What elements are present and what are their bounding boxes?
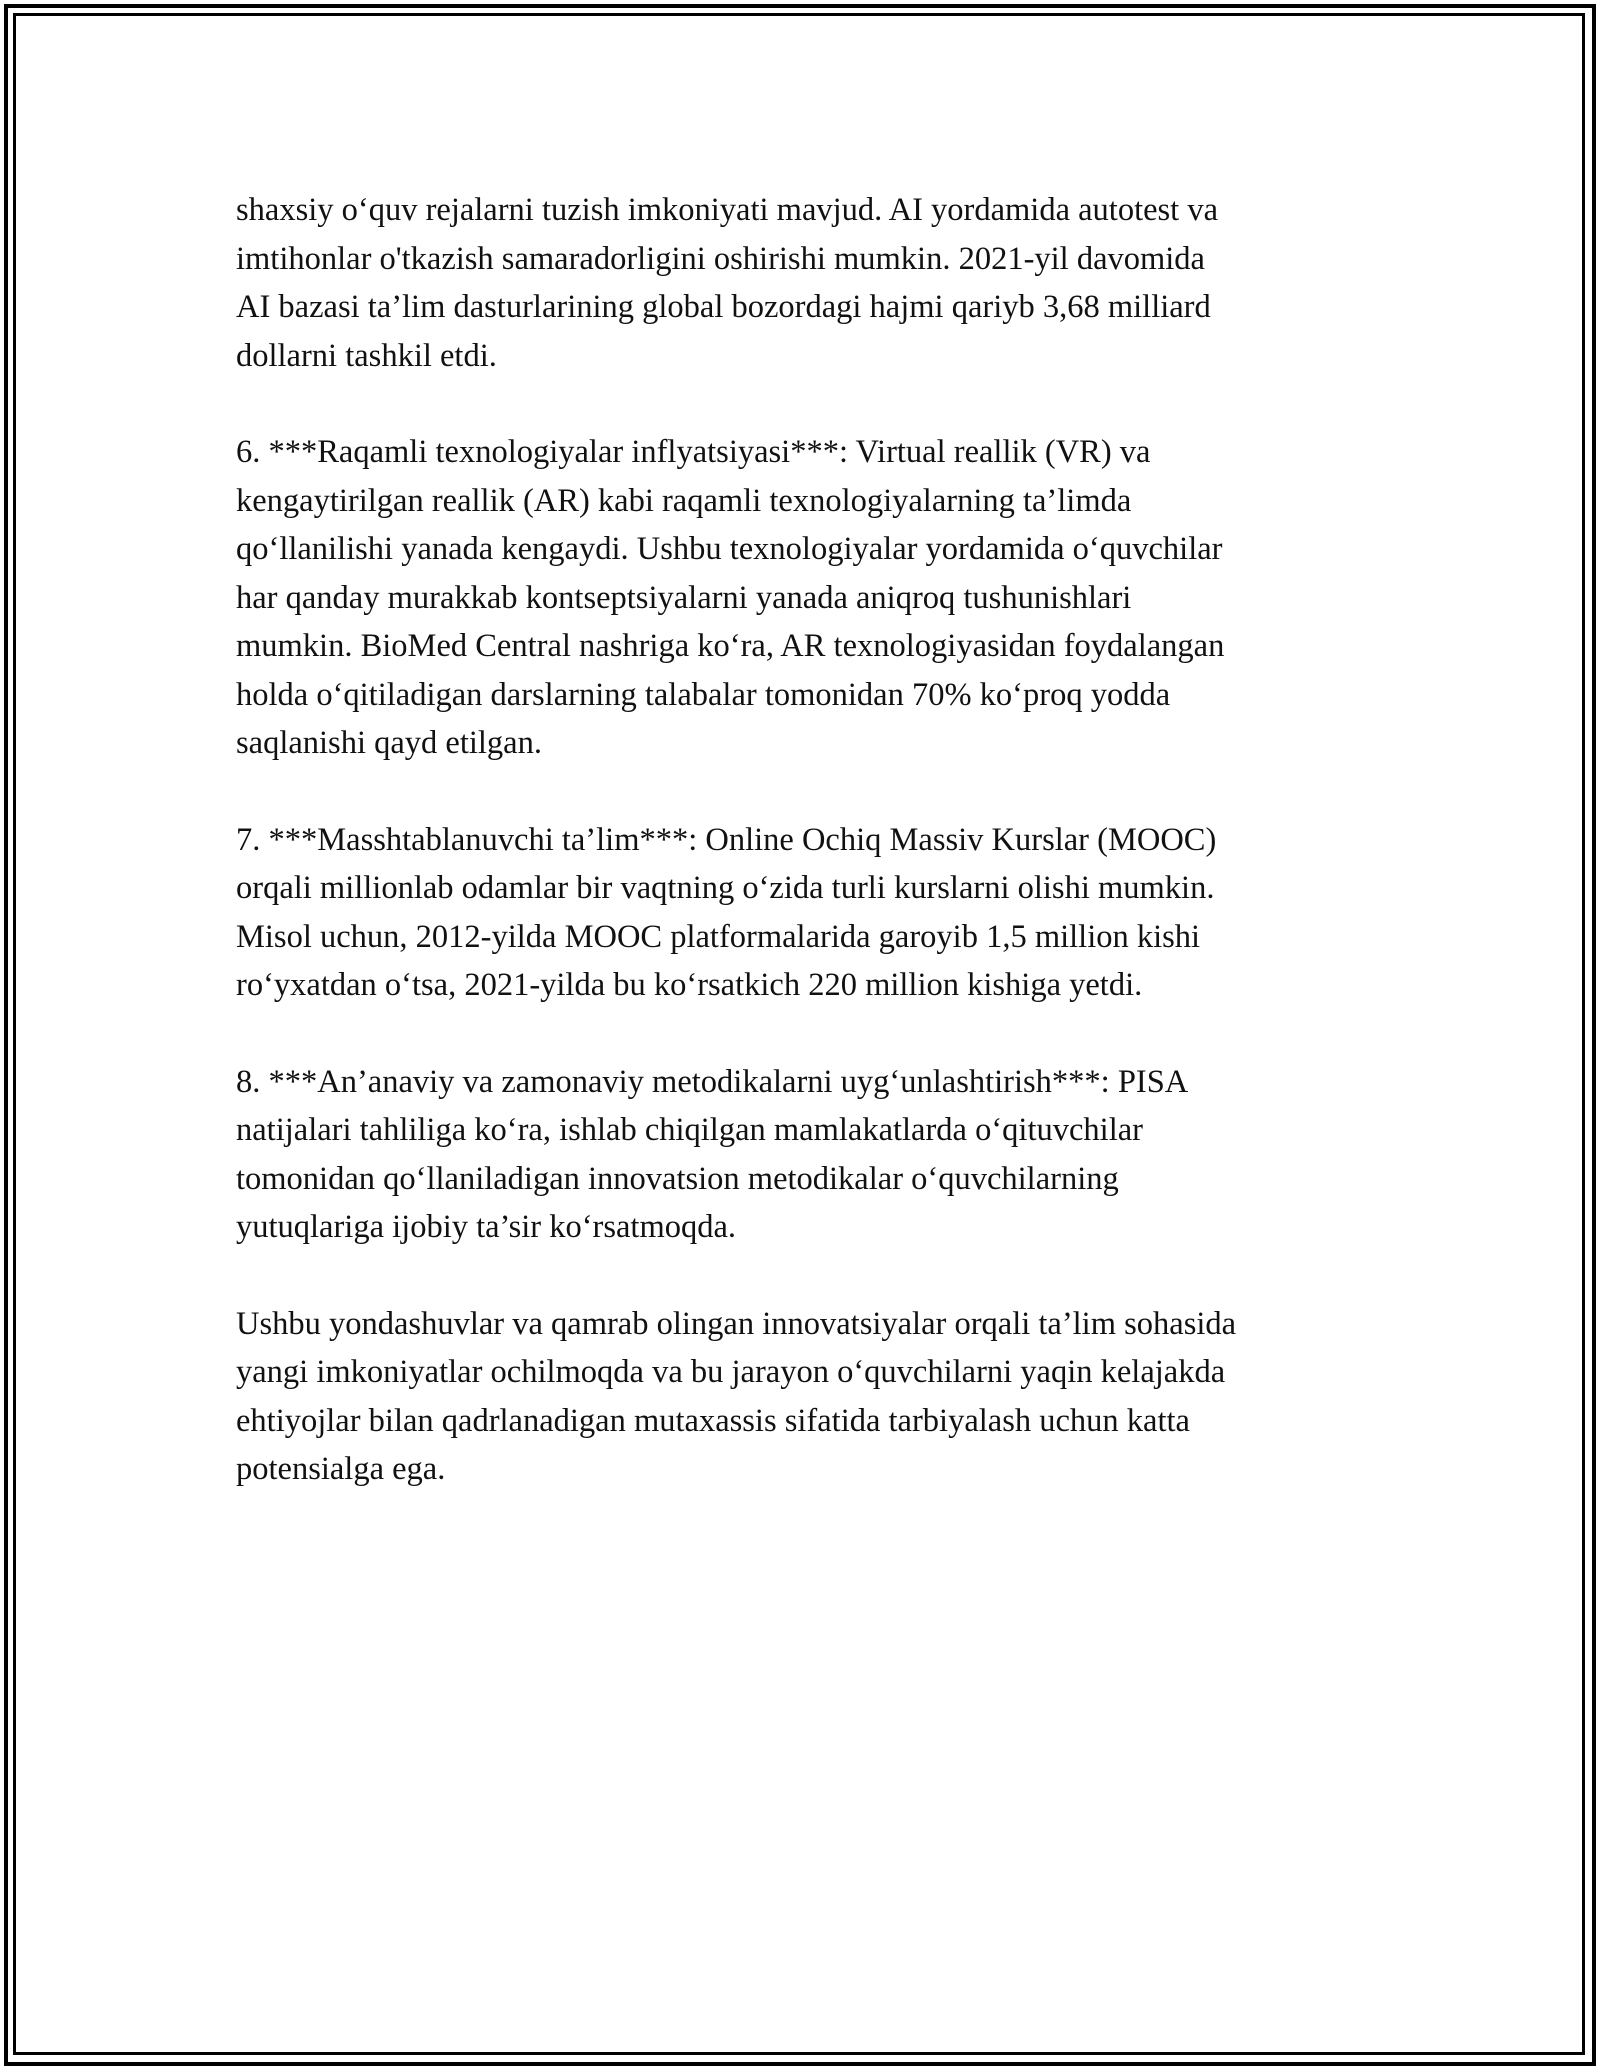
paragraph-item-8: 8. ***An’anaviy va zamonaviy metodikalarni uyg‘unlashtirish***: PISA natijalari tahliliga ko‘ra, ishlab chiqilgan mamlakatlarda o‘qituvchilar tomonidan qo‘llaniladigan innovatsion metodikalar o‘quvchilarning yutuqlariga ijobiy ta’sir ko‘rsatmoqda. [236, 1063, 1189, 1245]
paragraph-ai-intro: shaxsiy o‘quv rejalarni tuzish imkoniyati mavjud. AI yordamida autotest va imtihonlar o'tkazish samaradorligini oshirishi mumkin. 2021-yil davomida AI bazasi ta’lim dasturlarining global bozordagi hajmi qariyb 3,68 milliard dollarni tashkil etdi. [236, 192, 1219, 374]
document-body [236, 186, 1406, 1542]
paragraph-item-7: 7. ***Masshtablanuvchi ta’lim***: Online Ochiq Massiv Kurslar (MOOC) orqali millionlab odamlar bir vaqtning o‘zida turli kurslarni olishi mumkin. Misol uchun, 2012-yilda MOOC platformalarida garoyib 1,5 million kishi ro‘yxatdan o‘tsa, 2021-yilda bu ko‘rsatkich 220 million kishiga yetdi. [236, 821, 1217, 1003]
paragraph-conclusion: Ushbu yondashuvlar va qamrab olingan innovatsiyalar orqali ta’lim sohasida yangi imkoniyatlar ochilmoqda va bu jarayon o‘quvchilarni yaqin kelajakda ehtiyojlar bilan qadrlanadigan mutaxassis sifatida tarbiyalash uchun katta potensialga ega. [236, 1305, 1237, 1487]
paragraph-item-6: 6. ***Raqamli texnologiyalar inflyatsiyasi***: Virtual reallik (VR) va kengaytirilgan reallik (AR) kabi raqamli texnologiyalarning ta’limda qo‘llanilishi yanada kengaydi. Ushbu texnologiyalar yordamida o‘quvchilar har qanday murakkab kontseptsiyalarni yanada aniqroq tushunishlari mumkin. BioMed Central nashriga ko‘ra, AR texnologiyasidan foydalangan holda o‘qitiladigan darslarning talabalar tomonidan 70% ko‘proq yodda saqlanishi qayd etilgan. [236, 434, 1225, 761]
